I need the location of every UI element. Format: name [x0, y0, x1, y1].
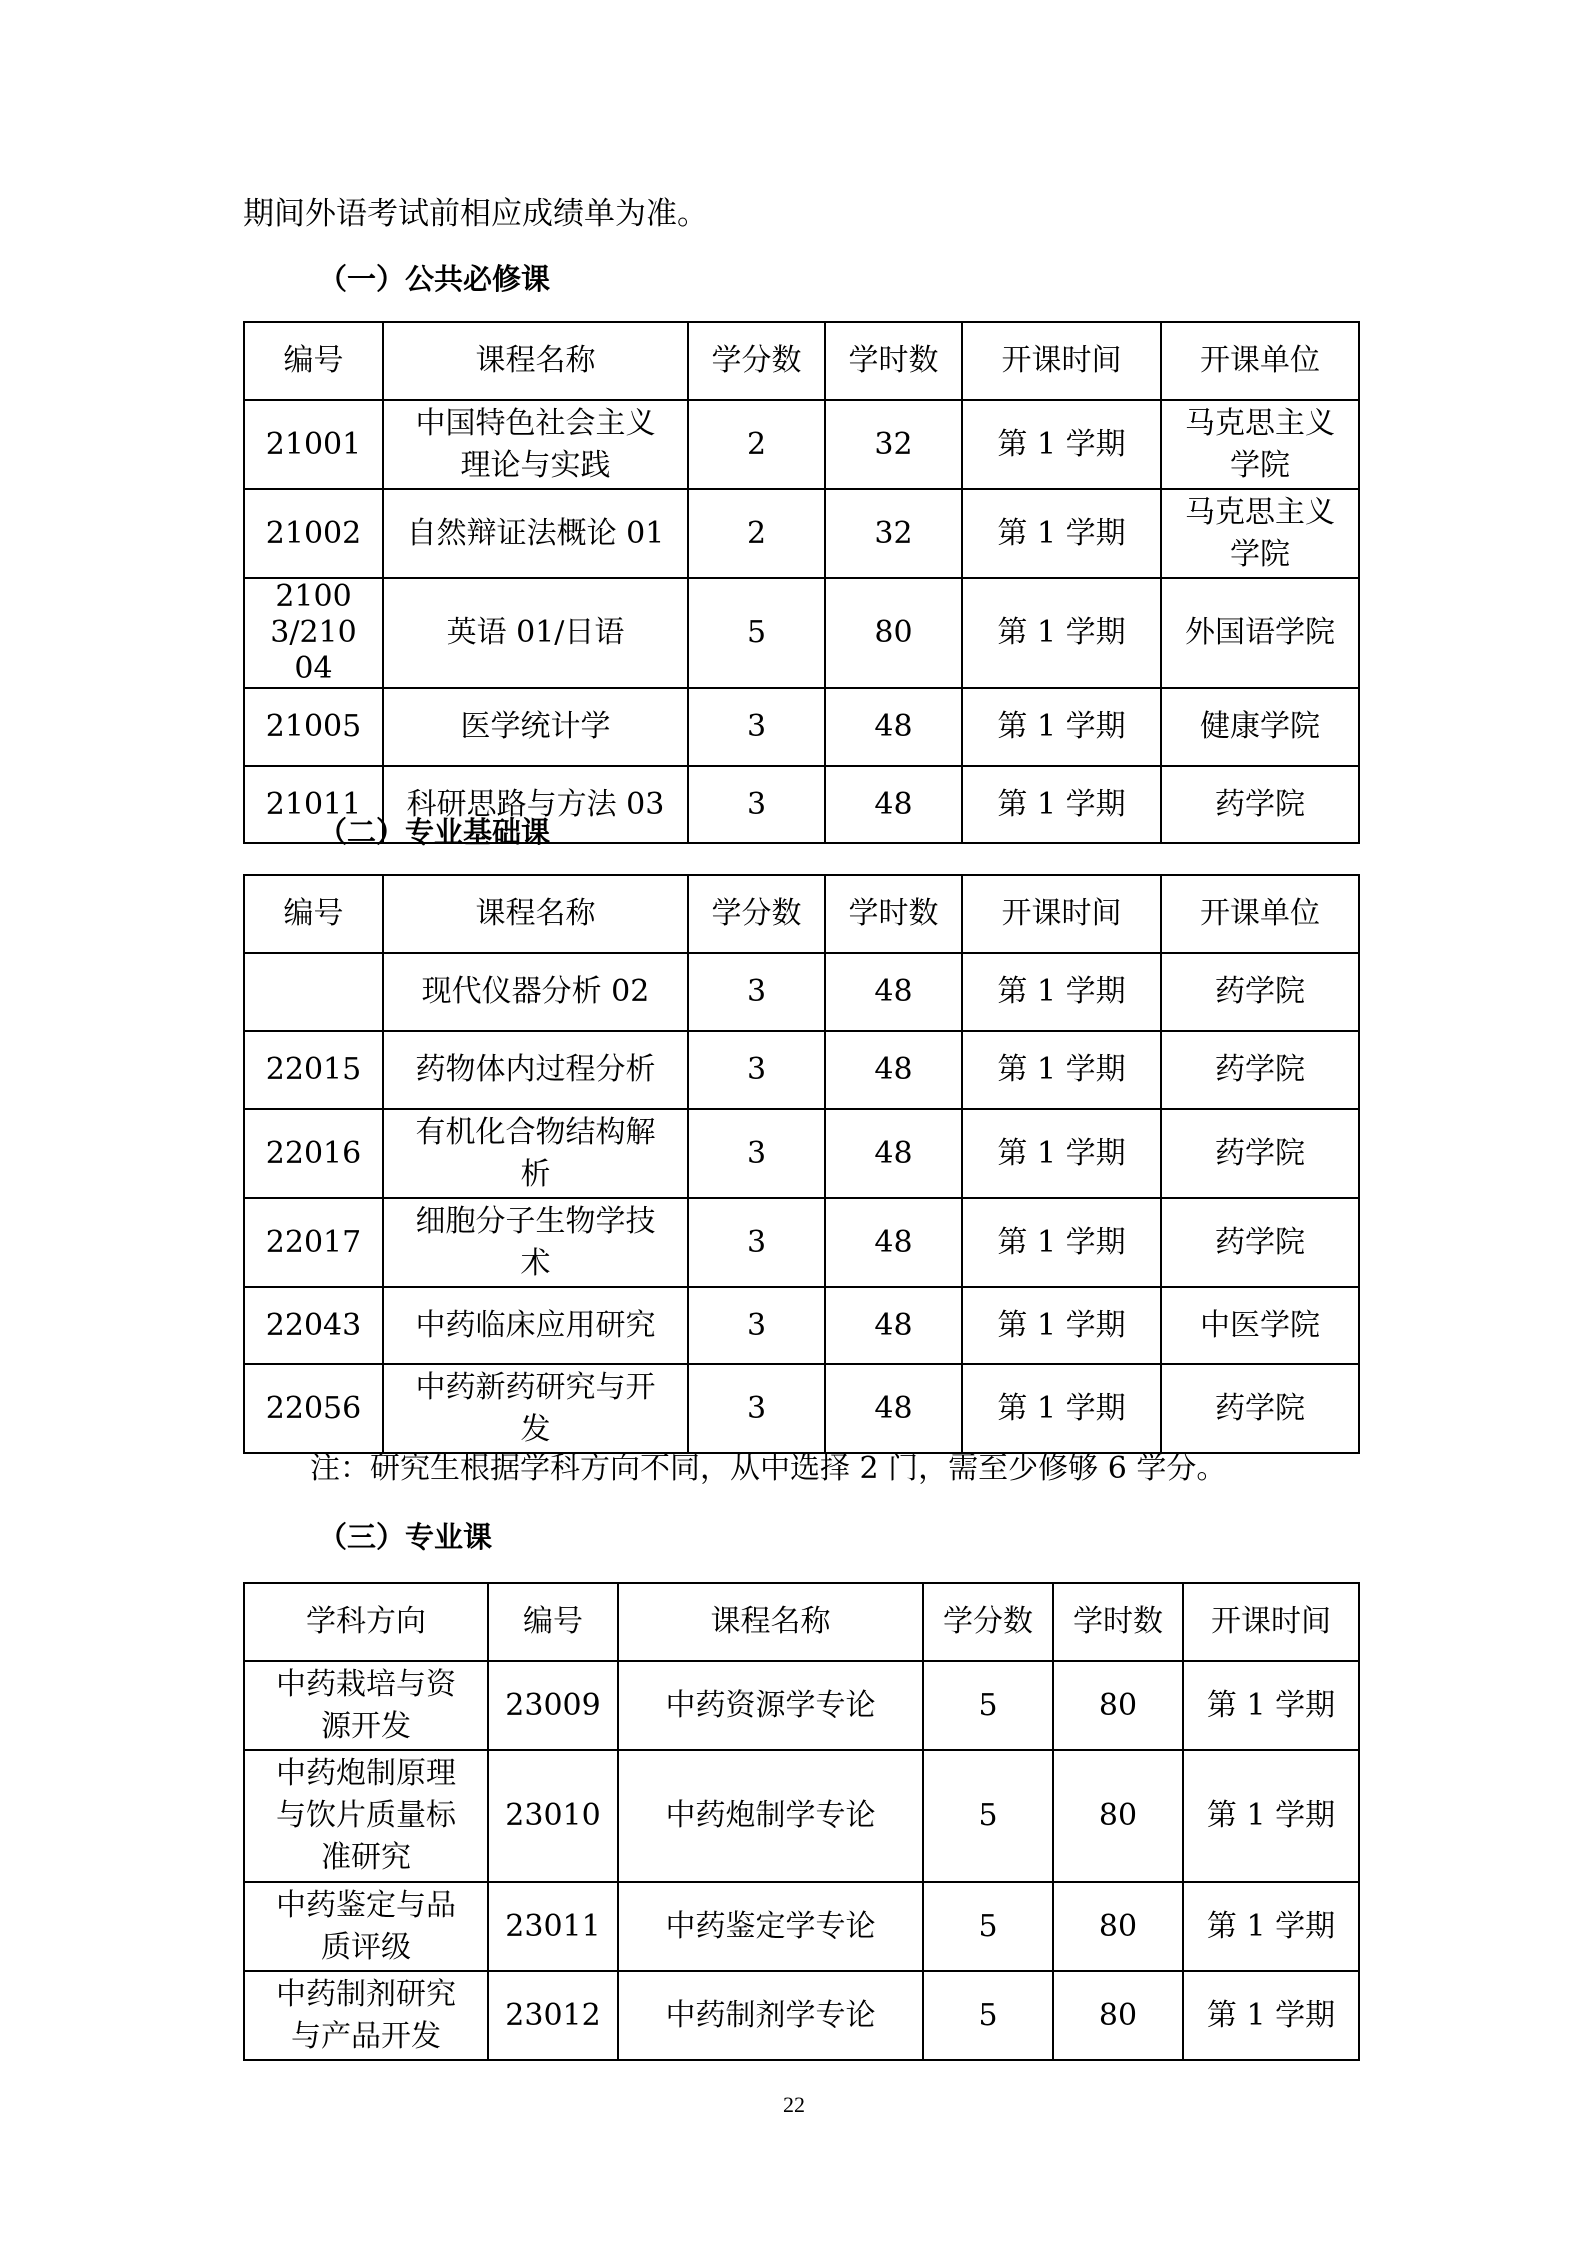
- selection-note: 注：研究生根据学科方向不同，从中选择 2 门，需至少修够 6 学分。: [310, 1451, 1227, 1486]
- section1-heading: （一）公共必修课: [318, 262, 551, 296]
- discipline-direction: 中药炮制原理与饮片质量标准研究: [244, 1750, 488, 1882]
- table-row: [244, 1364, 1359, 1453]
- header-cell: 编号: [488, 1583, 618, 1661]
- course-name: 中药制剂学专论: [618, 1971, 923, 2060]
- course-code: [244, 953, 383, 1031]
- department: 健康学院: [1161, 688, 1359, 766]
- course-code: 22016: [244, 1109, 383, 1198]
- course-name: 有机化合物结构解析: [383, 1109, 688, 1198]
- course-name: 药物体内过程分析: [383, 1031, 688, 1109]
- course-name: 自然辩证法概论 01: [383, 489, 688, 578]
- course-name: 现代仪器分析 02: [383, 953, 688, 1031]
- credits: 2: [688, 489, 825, 578]
- table-row: [244, 1031, 1359, 1109]
- page-number: 22: [783, 2092, 805, 2117]
- course-code: 21001: [244, 400, 383, 489]
- header-cell: 开课单位: [1161, 875, 1359, 953]
- semester: 第 1 学期: [1183, 1882, 1359, 1971]
- header-cell: 编号: [244, 875, 383, 953]
- course-code: 21003/21004: [244, 578, 383, 688]
- table-row: [244, 1198, 1359, 1287]
- course-code: 21002: [244, 489, 383, 578]
- public-required-courses-table: [243, 321, 1360, 844]
- hours: 48: [825, 1198, 962, 1287]
- table-header-row: [244, 322, 1359, 400]
- table-row: [244, 1971, 1359, 2060]
- credits: 3: [688, 1364, 825, 1453]
- semester: 第 1 学期: [962, 578, 1161, 688]
- credits: 3: [688, 1198, 825, 1287]
- course-name: 中药炮制学专论: [618, 1750, 923, 1882]
- hours: 80: [1053, 1661, 1183, 1750]
- course-code: 23011: [488, 1882, 618, 1971]
- hours: 80: [1053, 1882, 1183, 1971]
- header-cell: 学分数: [688, 875, 825, 953]
- hours: 80: [1053, 1971, 1183, 2060]
- table-row: [244, 688, 1359, 766]
- credits: 5: [923, 1882, 1053, 1971]
- course-code: 21005: [244, 688, 383, 766]
- department: 马克思主义学院: [1161, 400, 1359, 489]
- credits: 3: [688, 953, 825, 1031]
- semester: 第 1 学期: [962, 766, 1161, 843]
- credits: 3: [688, 766, 825, 843]
- credits: 3: [688, 1031, 825, 1109]
- semester: 第 1 学期: [1183, 1661, 1359, 1750]
- hours: 80: [1053, 1750, 1183, 1882]
- credits: 5: [923, 1750, 1053, 1882]
- table-row: [244, 1109, 1359, 1198]
- hours: 48: [825, 766, 962, 843]
- header-cell: 开课时间: [962, 322, 1161, 400]
- credits: 3: [688, 1109, 825, 1198]
- discipline-direction: 中药制剂研究与产品开发: [244, 1971, 488, 2060]
- course-name: 医学统计学: [383, 688, 688, 766]
- table-row: [244, 1750, 1359, 1882]
- course-name: 中药资源学专论: [618, 1661, 923, 1750]
- header-cell: 课程名称: [618, 1583, 923, 1661]
- semester: 第 1 学期: [1183, 1971, 1359, 2060]
- semester: 第 1 学期: [962, 953, 1161, 1031]
- table-header-row: [244, 875, 1359, 953]
- professional-basic-courses-table: [243, 874, 1360, 1454]
- intro-text: 期间外语考试前相应成绩单为准。: [243, 196, 708, 232]
- discipline-direction: 中药栽培与资源开发: [244, 1661, 488, 1750]
- course-code: 21011: [244, 766, 383, 843]
- semester: 第 1 学期: [1183, 1750, 1359, 1882]
- header-cell: 课程名称: [383, 322, 688, 400]
- section2-heading: （二）专业基础课: [318, 815, 551, 849]
- department: 药学院: [1161, 1031, 1359, 1109]
- credits: 5: [923, 1971, 1053, 2060]
- course-code: 23010: [488, 1750, 618, 1882]
- table-row: [244, 578, 1359, 688]
- course-name: 中药临床应用研究: [383, 1287, 688, 1364]
- credits: 3: [688, 1287, 825, 1364]
- semester: 第 1 学期: [962, 1109, 1161, 1198]
- course-name: 细胞分子生物学技术: [383, 1198, 688, 1287]
- credits: 3: [688, 688, 825, 766]
- semester: 第 1 学期: [962, 1287, 1161, 1364]
- department: 药学院: [1161, 1198, 1359, 1287]
- course-code: 22043: [244, 1287, 383, 1364]
- semester: 第 1 学期: [962, 1364, 1161, 1453]
- course-name: 科研思路与方法 03: [383, 766, 688, 843]
- header-cell: 学时数: [825, 322, 962, 400]
- hours: 48: [825, 1364, 962, 1453]
- course-code: 23009: [488, 1661, 618, 1750]
- course-name: 中药鉴定学专论: [618, 1882, 923, 1971]
- hours: 48: [825, 1287, 962, 1364]
- table-header-row: [244, 1583, 1359, 1661]
- course-code: 23012: [488, 1971, 618, 2060]
- header-cell: 课程名称: [383, 875, 688, 953]
- course-code: 22017: [244, 1198, 383, 1287]
- department: 药学院: [1161, 766, 1359, 843]
- table-row: [244, 400, 1359, 489]
- department: 马克思主义学院: [1161, 489, 1359, 578]
- hours: 32: [825, 400, 962, 489]
- department: 中医学院: [1161, 1287, 1359, 1364]
- course-code: 22056: [244, 1364, 383, 1453]
- hours: 48: [825, 688, 962, 766]
- hours: 48: [825, 1109, 962, 1198]
- header-cell: 学时数: [825, 875, 962, 953]
- professional-courses-table: [243, 1582, 1360, 2061]
- semester: 第 1 学期: [962, 489, 1161, 578]
- hours: 32: [825, 489, 962, 578]
- department: 药学院: [1161, 1364, 1359, 1453]
- section3-heading: （三）专业课: [318, 1520, 493, 1554]
- semester: 第 1 学期: [962, 400, 1161, 489]
- hours: 80: [825, 578, 962, 688]
- department: 外国语学院: [1161, 578, 1359, 688]
- semester: 第 1 学期: [962, 1031, 1161, 1109]
- table-row: [244, 489, 1359, 578]
- credits: 5: [923, 1661, 1053, 1750]
- table-row: [244, 1661, 1359, 1750]
- table-row: [244, 1287, 1359, 1364]
- header-cell: 学分数: [688, 322, 825, 400]
- table-row: [244, 953, 1359, 1031]
- course-name: 中国特色社会主义理论与实践: [383, 400, 688, 489]
- header-cell: 开课时间: [962, 875, 1161, 953]
- credits: 2: [688, 400, 825, 489]
- course-name: 中药新药研究与开发: [383, 1364, 688, 1453]
- header-cell: 开课时间: [1183, 1583, 1359, 1661]
- semester: 第 1 学期: [962, 688, 1161, 766]
- header-cell: 编号: [244, 322, 383, 400]
- header-cell: 学分数: [923, 1583, 1053, 1661]
- discipline-direction: 中药鉴定与品质评级: [244, 1882, 488, 1971]
- header-cell: 学时数: [1053, 1583, 1183, 1661]
- header-cell: 学科方向: [244, 1583, 488, 1661]
- course-code: 22015: [244, 1031, 383, 1109]
- department: 药学院: [1161, 1109, 1359, 1198]
- hours: 48: [825, 953, 962, 1031]
- department: 药学院: [1161, 953, 1359, 1031]
- course-name: 英语 01/日语: [383, 578, 688, 688]
- header-cell: 开课单位: [1161, 322, 1359, 400]
- hours: 48: [825, 1031, 962, 1109]
- semester: 第 1 学期: [962, 1198, 1161, 1287]
- table-row: [244, 1882, 1359, 1971]
- credits: 5: [688, 578, 825, 688]
